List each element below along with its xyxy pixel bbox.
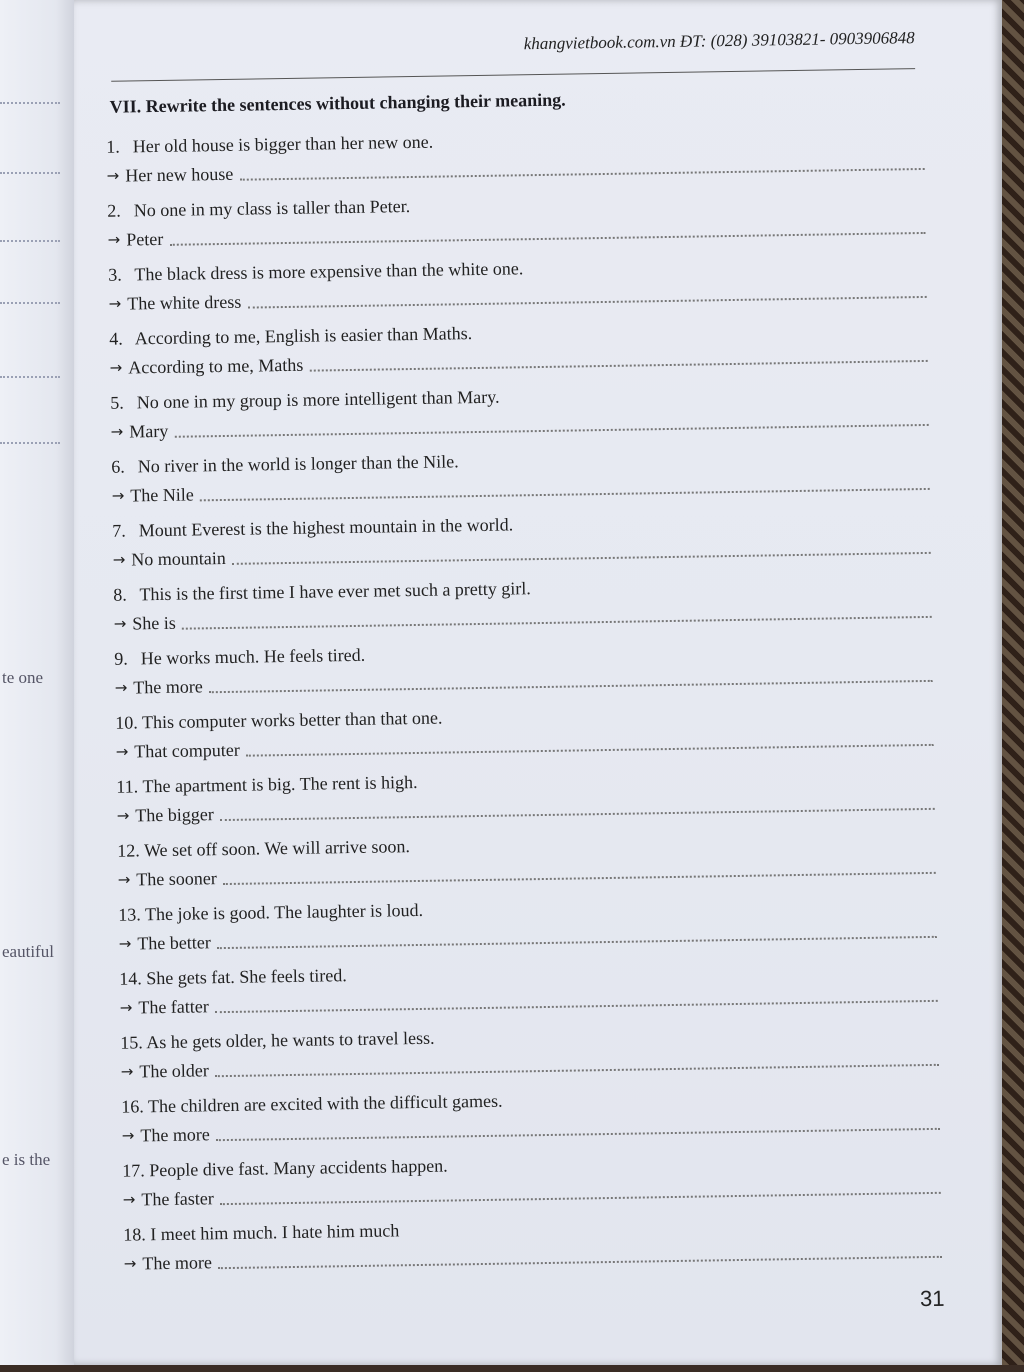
exercise-item: [111, 440, 930, 511]
header-rule: [111, 68, 915, 82]
sentence-text: The joke is good. The laughter is loud.: [144, 899, 424, 925]
answer-blank[interactable]: [200, 488, 930, 501]
left-page-dotted-line: [0, 440, 60, 444]
sentence-text: No one in my group is more intelligent than Mary.: [136, 386, 500, 413]
exercise-item: [115, 696, 934, 767]
answer-blank[interactable]: [169, 232, 925, 246]
arrow-icon: →: [112, 550, 126, 569]
item-number: 18.: [123, 1224, 146, 1245]
left-page-dotted-line: [0, 100, 60, 104]
sentence-text: I meet him much. I hate him much: [150, 1220, 400, 1245]
item-number: 17.: [122, 1160, 145, 1181]
exercise-item: [123, 1208, 942, 1279]
answer-blank[interactable]: [247, 296, 926, 309]
item-number: 10.: [115, 712, 138, 733]
exercise-item: [120, 1016, 939, 1087]
exercise-item: [110, 376, 929, 447]
sentence-text: Mount Everest is the highest mountain in the world.: [138, 514, 514, 541]
arrow-icon: →: [122, 1190, 136, 1209]
answer-prompt: The sooner: [136, 868, 217, 890]
answer-blank[interactable]: [216, 1128, 940, 1141]
exercise-item: [107, 184, 926, 255]
sentence-text: No one in my class is taller than Peter.: [133, 196, 411, 221]
answer-prompt: No mountain: [131, 547, 226, 570]
exercise-item: [114, 632, 933, 703]
exercise-item: [119, 952, 938, 1023]
arrow-icon: →: [118, 934, 132, 953]
worksheet-page: [74, 0, 1002, 1365]
item-number: 6.: [111, 456, 125, 477]
exercise-item: [121, 1080, 940, 1151]
arrow-icon: →: [117, 870, 131, 889]
left-page-dotted-line: [0, 374, 60, 378]
item-number: 7.: [112, 520, 126, 541]
answer-prompt: According to me, Maths: [128, 354, 304, 378]
left-page-dotted-line: [0, 170, 60, 174]
answer-prompt: The older: [139, 1060, 209, 1082]
sentence-text: She gets fat. She feels tired.: [146, 965, 347, 989]
sentence-text: This computer works better than that one.: [141, 707, 443, 733]
exercise-item: [117, 824, 936, 895]
item-number: 14.: [119, 968, 142, 989]
answer-prompt: The bigger: [135, 804, 214, 826]
answer-prompt: The more: [140, 1124, 210, 1146]
answer-prompt: The better: [137, 932, 211, 954]
answer-blank[interactable]: [174, 424, 928, 438]
answer-blank[interactable]: [309, 360, 927, 372]
sentence-text: He works much. He feels tired.: [140, 644, 366, 669]
item-number: 9.: [114, 648, 128, 669]
exercise-title: VII. Rewrite the sentences without changing their meaning.: [109, 89, 566, 117]
item-number: 3.: [108, 264, 122, 285]
item-number: 13.: [118, 904, 141, 925]
answer-blank[interactable]: [223, 872, 936, 885]
answer-prompt: Peter: [126, 228, 164, 250]
arrow-icon: →: [114, 678, 128, 697]
arrow-icon: →: [108, 294, 122, 313]
answer-blank[interactable]: [182, 616, 932, 630]
arrow-icon: →: [110, 422, 124, 441]
arrow-icon: →: [121, 1126, 135, 1145]
answer-blank[interactable]: [215, 1000, 938, 1013]
answer-prompt: The Nile: [130, 484, 194, 506]
item-number: 11.: [116, 776, 139, 797]
left-page-dotted-line: [0, 300, 60, 304]
arrow-icon: →: [113, 614, 127, 633]
arrow-icon: →: [116, 806, 130, 825]
answer-prompt: Mary: [129, 420, 169, 442]
item-number: 2.: [107, 200, 121, 221]
sentence-text: People dive fast. Many accidents happen.: [149, 1155, 448, 1181]
answer-blank[interactable]: [218, 1256, 942, 1269]
arrow-icon: →: [115, 742, 129, 761]
left-facing-page: [0, 0, 80, 1365]
exercise-item: [112, 504, 931, 575]
left-page-dotted-line: [0, 238, 60, 242]
arrow-icon: →: [120, 1062, 134, 1081]
answer-prompt: Her new house: [125, 163, 234, 186]
sentence-text: The apartment is big. The rent is high.: [142, 771, 418, 797]
answer-prompt: The more: [142, 1252, 212, 1274]
answer-blank[interactable]: [209, 680, 933, 693]
answer-blank[interactable]: [215, 1064, 939, 1077]
sentence-text: The black dress is more expensive than the white one.: [134, 258, 524, 285]
sentence-text: Her old house is bigger than her new one.: [132, 131, 434, 157]
sentence-text: This is the first time I have ever met such a pretty girl.: [139, 578, 531, 605]
arrow-icon: →: [119, 998, 133, 1017]
item-number: 4.: [109, 328, 123, 349]
exercise-item: [116, 760, 935, 831]
item-number: 5.: [110, 392, 124, 413]
item-number: 12.: [117, 840, 140, 861]
sentence-text: We set off soon. We will arrive soon.: [143, 836, 411, 861]
answer-prompt: The white dress: [127, 291, 242, 314]
arrow-icon: →: [123, 1254, 137, 1273]
item-number: 16.: [121, 1096, 144, 1117]
sentence-text: According to me, English is easier than Maths.: [134, 323, 473, 349]
item-number: 8.: [113, 584, 127, 605]
arrow-icon: →: [109, 358, 123, 377]
sentence-text: No river in the world is longer than the Nile.: [137, 451, 459, 477]
left-page-fragment: eautiful: [2, 942, 54, 961]
answer-blank[interactable]: [239, 168, 924, 181]
answer-prompt: The more: [133, 676, 203, 698]
left-page-fragment: te one: [2, 668, 44, 687]
answer-blank[interactable]: [220, 808, 935, 821]
exercise-item: [122, 1144, 941, 1215]
answer-prompt: She is: [132, 612, 176, 634]
sentence-text: As he gets older, he wants to travel less.: [146, 1027, 435, 1053]
answer-blank[interactable]: [220, 1192, 941, 1205]
answer-prompt: That computer: [134, 739, 240, 762]
exercise-item: [118, 888, 937, 959]
sentence-text: The children are excited with the difficult games.: [147, 1090, 503, 1117]
answer-blank[interactable]: [232, 552, 931, 565]
item-number: 1.: [106, 136, 120, 157]
arrow-icon: →: [106, 166, 120, 185]
answer-blank[interactable]: [217, 936, 937, 949]
answer-prompt: The fatter: [138, 996, 209, 1018]
page-number: 31: [919, 1285, 945, 1312]
exercise-item: [113, 568, 932, 639]
arrow-icon: →: [107, 230, 121, 249]
page-header: khangvietbook.com.vn ĐT: (028) 39103821- 0903906848: [523, 28, 915, 54]
left-page-fragment: e is the: [2, 1150, 51, 1169]
answer-prompt: The faster: [141, 1188, 214, 1210]
exercise-item: [109, 312, 928, 383]
item-number: 15.: [120, 1032, 143, 1053]
exercise-item: [108, 248, 927, 319]
answer-blank[interactable]: [246, 744, 934, 757]
arrow-icon: →: [111, 486, 125, 505]
exercise-item: [106, 120, 925, 191]
